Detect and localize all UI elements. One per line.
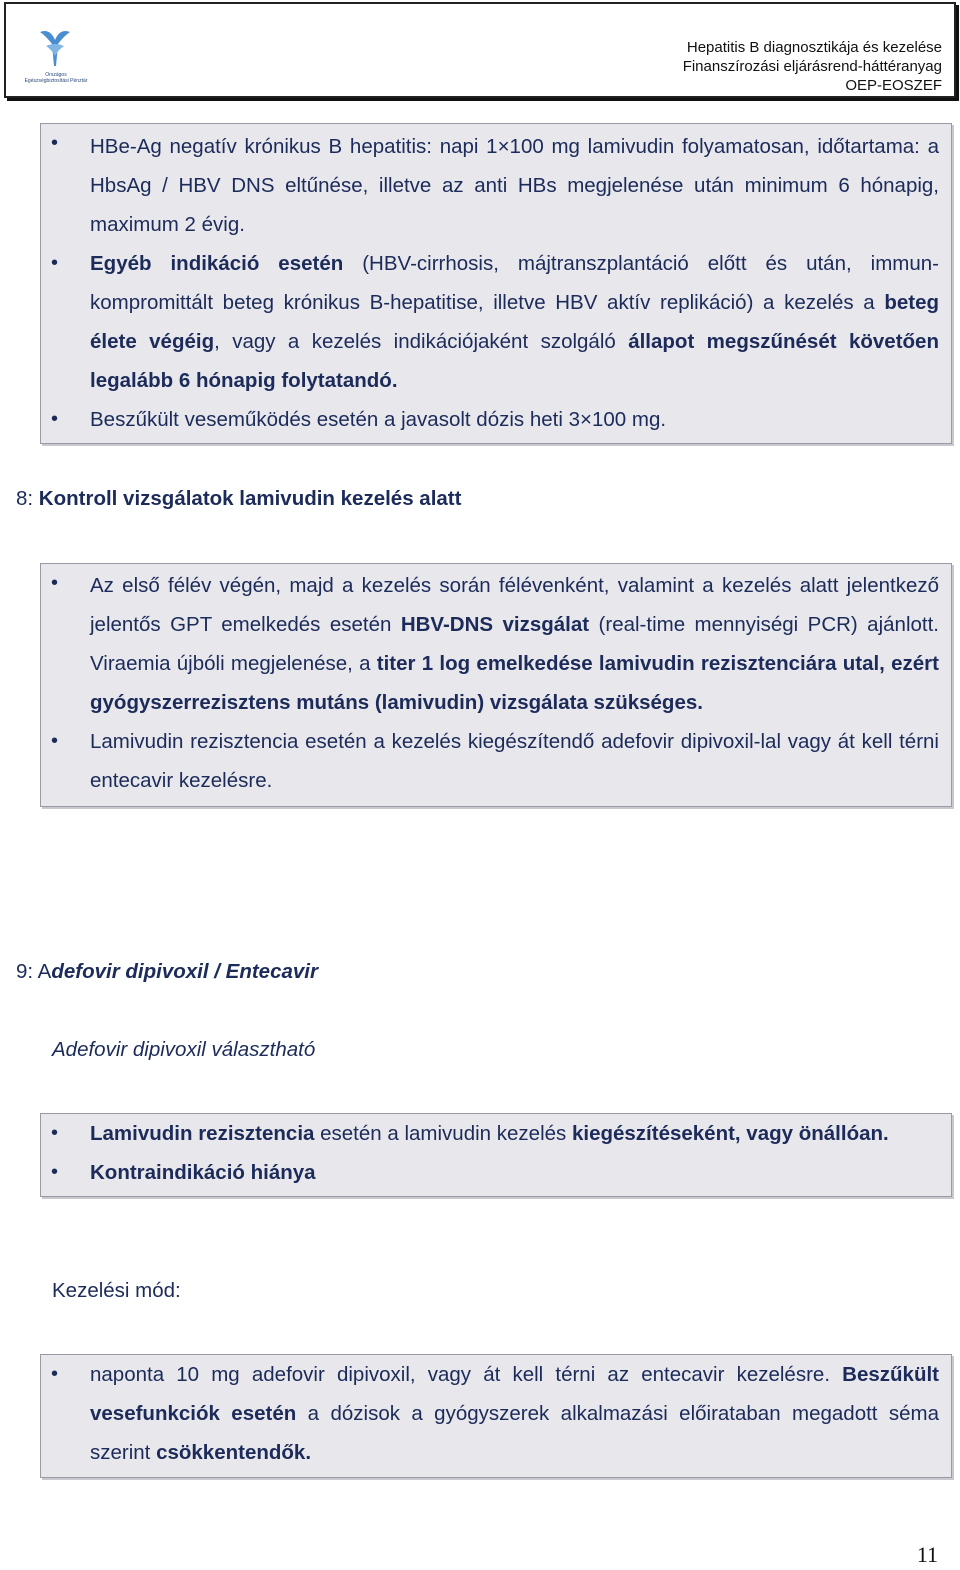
- list-item: [41, 1153, 951, 1196]
- section-9-title: [16, 960, 318, 984]
- section-number: 9:: [16, 960, 38, 983]
- page-number: 11: [916, 1542, 938, 1567]
- list-item: [41, 722, 951, 806]
- bullet-text: HBe-Ag negatív krónikus B hepatitis: napi 1×100 mg lamivudin folyamatosan, időtartama: a HbsAg / HBV DNS eltűnése, illetve az anti HBs megjelenése után minimum 6 hónapig, maximum 2 évig.: [90, 135, 939, 236]
- header-title-block: [683, 38, 942, 95]
- logo-emblem-icon: [20, 26, 90, 72]
- section-title-text: defovir dipivoxil / Entecavir: [51, 960, 318, 983]
- bullet-bold: Kontraindikáció hiánya: [90, 1161, 316, 1184]
- section-title-initial: A: [37, 960, 52, 983]
- section-number: 8:: [16, 487, 39, 510]
- bullet-bold: Lamivudin rezisztencia: [90, 1122, 315, 1145]
- list-item: [41, 124, 951, 244]
- bullet-bold: kiegészítéseként, vagy önállóan.: [571, 1122, 889, 1145]
- bullet-bold: beteg élete végéig: [90, 291, 939, 353]
- oep-logo: [20, 26, 90, 88]
- list-item: [41, 244, 951, 400]
- section-title-text: Kontroll vizsgálatok lamivudin kezelés alatt: [38, 487, 462, 510]
- bullet-text: Az első félév végén, majd a kezelés során félévenként, valamint a kezelés alatt jelentkező jelentős GPT emelkedés esetén: [90, 574, 939, 636]
- section-9-subtitle: Adefovir dipivoxil választható: [52, 1038, 316, 1061]
- bullet-bold: csökkentendők.: [156, 1441, 312, 1464]
- bullet-text: (real-time mennyiségi PCR) ajánlott. Viraemia újbóli megjelenése, a: [90, 613, 939, 675]
- header-line-2: Finanszírozási eljárásrend-háttéranyag: [682, 58, 942, 75]
- bullet-text: Beszűkült veseműködés esetén a javasolt dózis heti 3×100 mg.: [90, 408, 667, 431]
- header-line-1: Hepatitis B diagnosztikája és kezelése: [686, 39, 942, 56]
- bullet-bold: HBV-DNS vizsgálat: [400, 613, 590, 636]
- bullet-text: , vagy a kezelés indikációjaként szolgáló: [214, 330, 629, 353]
- list-item: [41, 564, 951, 722]
- header-line-3: OEP-EOSZEF: [845, 77, 942, 94]
- logo-caption: Országos Egészségbiztosítási Pénztár: [24, 72, 88, 84]
- bullet-text: a dózisok a gyógyszerek alkalmazási előirataban megadott séma szerint: [90, 1402, 940, 1464]
- bullet-text: naponta 10 mg adefovir dipivoxil, vagy át kell térni az entecavir kezelésre.: [90, 1363, 843, 1386]
- treatment-label: Kezelési mód:: [52, 1279, 181, 1302]
- list-item: [41, 400, 951, 443]
- bullet-text: (HBV-cirrhosis, májtranszplantáció előtt és után, immun-kompromittált beteg krónikus B-hepatitise, illetve HBV aktív replikáció) a kezelés a: [90, 252, 939, 314]
- bullet-text: esetén a lamivudin kezelés: [314, 1122, 572, 1145]
- bullet-bold: Beszűkült vesefunkciók esetén: [90, 1363, 939, 1425]
- section-8-title: [16, 487, 461, 511]
- control-tests-box: [40, 563, 952, 807]
- treatment-box: [40, 1354, 952, 1478]
- bullet-text: Lamivudin rezisztencia esetén a kezelés kiegészítendő adefovir dipivoxil-lal vagy át kell térni entecavir kezelésre.: [90, 730, 939, 792]
- bullet-bold: titer 1 log emelkedése lamivudin rezisztenciára utal, ezért gyógyszerrezisztens mutáns (lamivudin) vizsgálata szükséges.: [90, 652, 939, 714]
- lamivudin-dosage-box: [40, 123, 952, 444]
- list-item: [41, 1355, 951, 1477]
- adefovir-indication-box: [40, 1113, 952, 1197]
- bullet-bold: állapot megszűnését követően legalább 6 hónapig folytatandó.: [90, 330, 939, 392]
- list-item: [41, 1114, 951, 1153]
- document-header: [4, 2, 956, 98]
- bullet-bold: Egyéb indikáció esetén: [90, 252, 344, 275]
